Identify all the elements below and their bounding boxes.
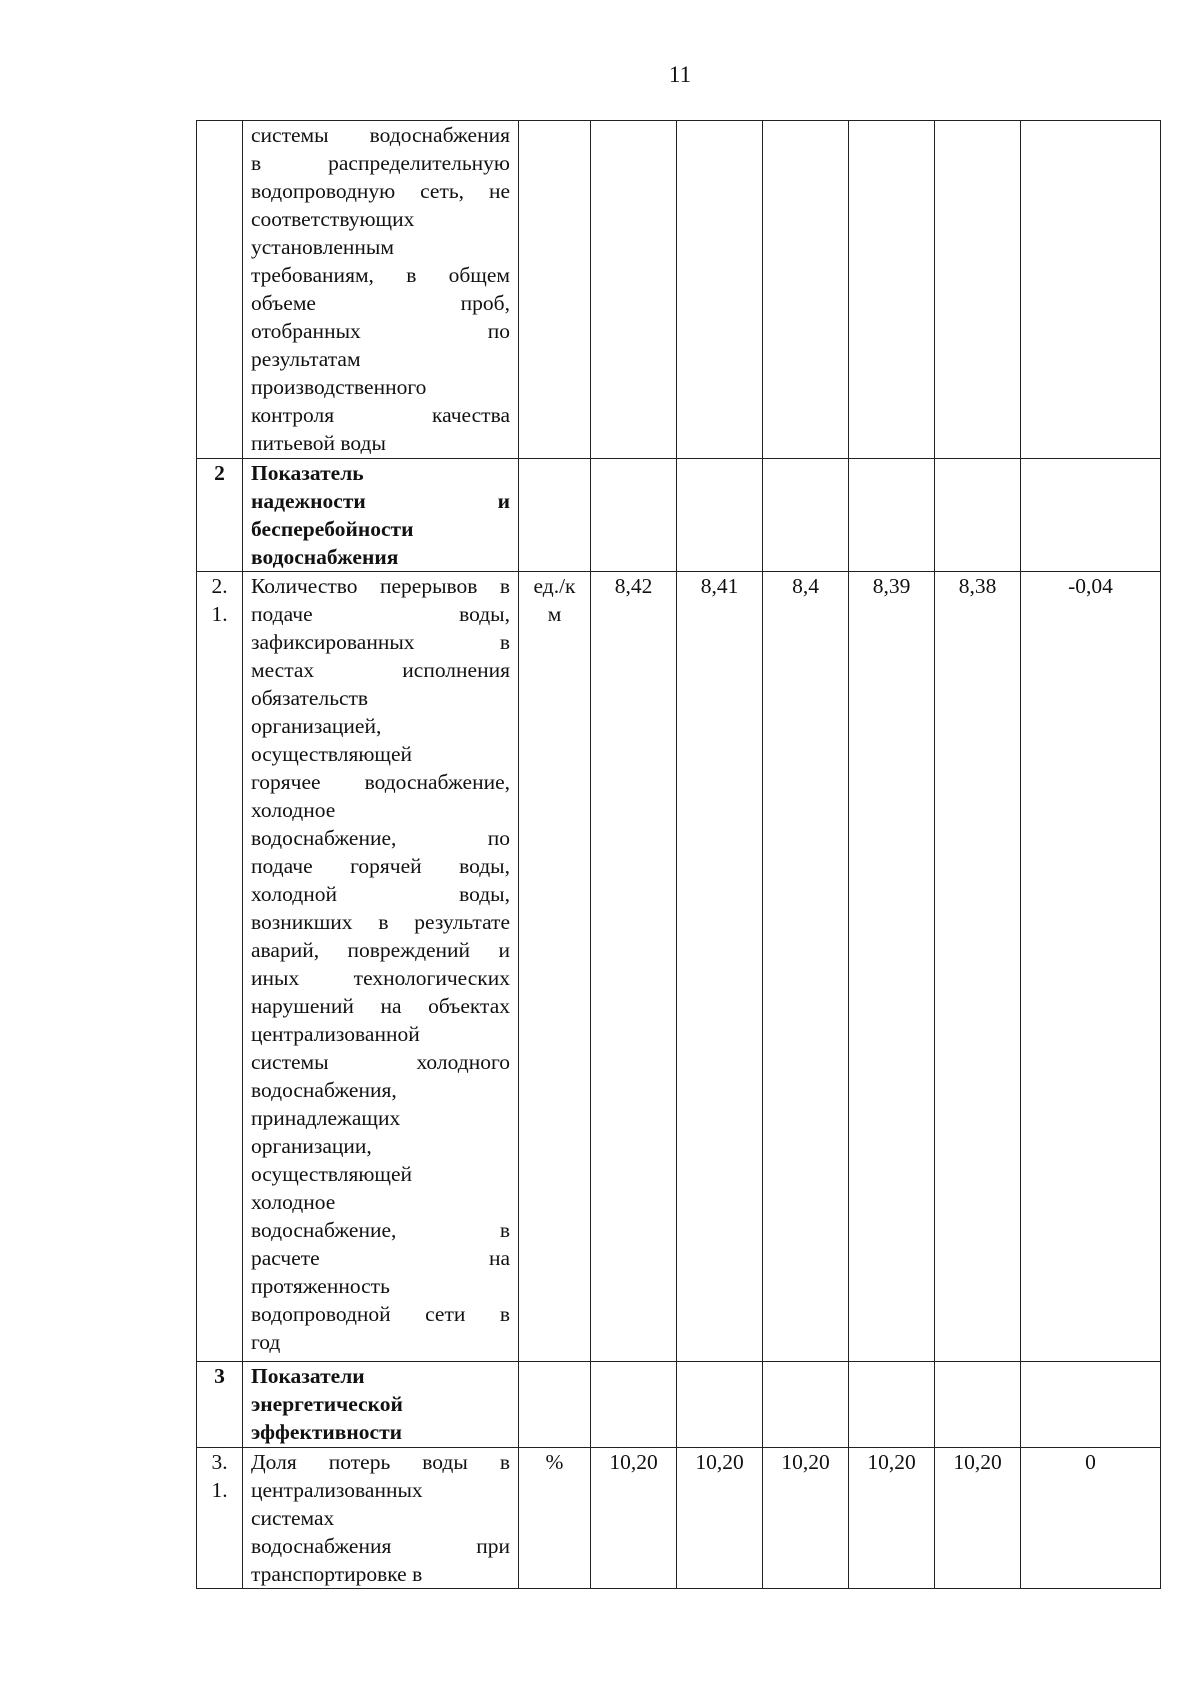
description-line: принадлежащих: [251, 1106, 401, 1130]
row-number: [197, 121, 243, 459]
change-cell: 0: [1021, 1448, 1161, 1589]
row-number: 2. 1.: [197, 572, 243, 1362]
unit-cell: %: [519, 1448, 591, 1589]
indicator-description: [243, 459, 519, 572]
value-cell: 10,20: [763, 1448, 849, 1589]
table-row: [197, 1448, 1161, 1589]
value-cell: 10,20: [677, 1448, 763, 1589]
description-line: эффективности: [251, 1420, 403, 1444]
description-line: осуществляющей: [251, 1162, 413, 1186]
description-line: контроля качества: [251, 403, 510, 427]
description-line: надежности и: [251, 489, 510, 513]
description-line: расчете на: [251, 1246, 510, 1270]
description-line: водопроводную сеть, не: [251, 179, 510, 203]
description-line: водоснабжение, по: [251, 826, 510, 850]
description-line: холодной воды,: [251, 882, 510, 906]
indicator-description: [243, 121, 519, 459]
value-cell: [849, 1362, 935, 1448]
description-line: в распределительную: [251, 151, 510, 175]
change-cell: [1021, 459, 1161, 572]
description-line: производственного: [251, 375, 427, 399]
value-cell: [849, 459, 935, 572]
row-number: 3: [197, 1362, 243, 1448]
value-cell: 8,38: [935, 572, 1021, 1362]
description-line: соответствующих: [251, 207, 415, 231]
description-line: водопроводной сети в: [251, 1302, 510, 1326]
description-line: результатам: [251, 347, 361, 371]
value-cell: [591, 121, 677, 459]
value-cell: [763, 459, 849, 572]
indicator-description: [243, 1362, 519, 1448]
change-cell: [1021, 1362, 1161, 1448]
description-line: Показатели: [251, 1364, 365, 1388]
description-line: объеме проб,: [251, 291, 510, 315]
description-line: холодное: [251, 798, 336, 822]
value-cell: 10,20: [591, 1448, 677, 1589]
value-cell: [591, 1362, 677, 1448]
value-cell: 8,4: [763, 572, 849, 1362]
table-row: [197, 459, 1161, 572]
description-line: бесперебойности: [251, 517, 414, 541]
indicators-table: [196, 120, 1161, 1589]
description-line: местах исполнения: [251, 658, 510, 682]
description-line: обязательств: [251, 686, 369, 710]
change-cell: -0,04: [1021, 572, 1161, 1362]
description-line: питьевой воды: [251, 431, 386, 455]
unit-cell: [519, 121, 591, 459]
value-cell: [591, 459, 677, 572]
description-line: системы водоснабжения: [251, 123, 510, 147]
description-line: подаче воды,: [251, 602, 510, 626]
description-line: осуществляющей: [251, 742, 413, 766]
description-line: Количество перерывов в: [251, 574, 510, 598]
description-line: водоснабжения,: [251, 1078, 397, 1102]
description-line: централизованной: [251, 1022, 420, 1046]
table-row: [197, 1362, 1161, 1448]
unit-cell: [519, 459, 591, 572]
row-number: 3. 1.: [197, 1448, 243, 1589]
value-cell: [763, 1362, 849, 1448]
unit-cell: ед./к м: [519, 572, 591, 1362]
description-line: транспортировке в: [251, 1562, 423, 1586]
value-cell: [935, 121, 1021, 459]
description-line: водоснабжения при: [251, 1534, 510, 1558]
description-line: зафиксированных в: [251, 630, 510, 654]
description-line: централизованных: [251, 1478, 423, 1502]
description-line: иных технологических: [251, 966, 510, 990]
page-number: 11: [668, 62, 692, 87]
value-cell: [677, 121, 763, 459]
value-cell: [763, 121, 849, 459]
value-cell: [677, 1362, 763, 1448]
change-cell: [1021, 121, 1161, 459]
value-cell: 10,20: [935, 1448, 1021, 1589]
description-line: водоснабжения: [251, 545, 399, 569]
table-row: [197, 121, 1161, 459]
value-cell: [849, 121, 935, 459]
description-line: Показатель: [251, 461, 364, 485]
indicator-description: [243, 1448, 519, 1589]
description-line: отобранных по: [251, 319, 510, 343]
value-cell: 8,42: [591, 572, 677, 1362]
description-line: протяженность: [251, 1274, 390, 1298]
description-line: энергетической: [251, 1392, 403, 1416]
description-line: установленным: [251, 235, 394, 259]
value-cell: [677, 459, 763, 572]
unit-cell: [519, 1362, 591, 1448]
indicator-description: [243, 572, 519, 1362]
value-cell: 10,20: [849, 1448, 935, 1589]
description-line: год: [251, 1330, 281, 1354]
description-line: организацией,: [251, 714, 382, 738]
value-cell: 8,39: [849, 572, 935, 1362]
description-line: системах: [251, 1506, 335, 1530]
description-line: Доля потерь воды в: [251, 1450, 510, 1474]
description-line: возникших в результате: [251, 910, 510, 934]
description-line: холодное: [251, 1190, 336, 1214]
value-cell: [935, 459, 1021, 572]
description-line: требованиям, в общем: [251, 263, 510, 287]
description-line: системы холодного: [251, 1050, 510, 1074]
description-line: горячее водоснабжение,: [251, 770, 510, 794]
description-line: водоснабжение, в: [251, 1218, 510, 1242]
row-number: 2: [197, 459, 243, 572]
value-cell: [935, 1362, 1021, 1448]
table-row: [197, 572, 1161, 1362]
value-cell: 8,41: [677, 572, 763, 1362]
description-line: аварий, повреждений и: [251, 938, 510, 962]
description-line: организации,: [251, 1134, 372, 1158]
description-line: подаче горячей воды,: [251, 854, 510, 878]
description-line: нарушений на объектах: [251, 994, 510, 1018]
